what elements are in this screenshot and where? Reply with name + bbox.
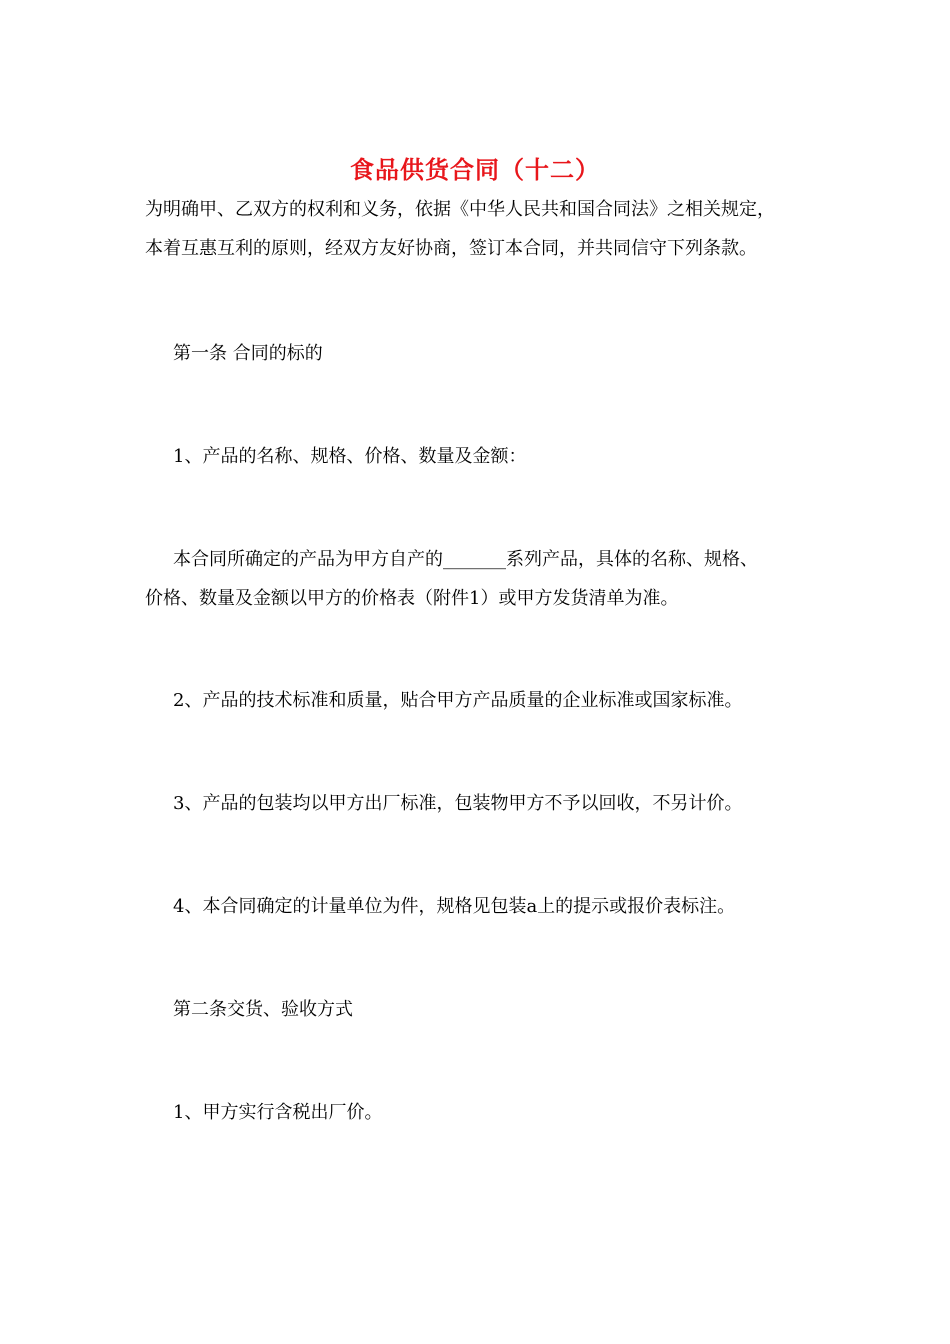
clause-1-1-text-line-2: 价格、数量及金额以甲方的价格表（附件1）或甲方发货清单为准。: [145, 588, 679, 609]
clause-1-2: 2、产品的技术标准和质量，贴合甲方产品质量的企业标准或国家标准。: [173, 690, 743, 711]
clause-1-3: 3、产品的包装均以甲方出厂标准，包装物甲方不予以回收，不另计价。: [173, 793, 743, 814]
clause-1-1: 1、产品的名称、规格、价格、数量及金额：: [173, 446, 527, 467]
clause-2-1: 1、甲方实行含税出厂价。: [173, 1102, 383, 1123]
intro-line-1: 为明确甲、乙双方的权利和义务，依据《中华人民共和国合同法》之相关规定，: [145, 199, 775, 220]
article-1-heading: 第一条 合同的标的: [173, 343, 323, 364]
intro-line-2: 本着互惠互利的原则，经双方友好协商，签订本合同，并共同信守下列条款。: [145, 238, 757, 259]
clause-1-4: 4、本合同确定的计量单位为件，规格见包装a上的提示或报价表标注。: [173, 896, 736, 917]
article-2-heading: 第二条交货、验收方式: [173, 999, 353, 1020]
document-title: 食品供货合同（十二）: [350, 155, 600, 184]
clause-1-1-text-line-1: 本合同所确定的产品为甲方自产的_______系列产品，具体的名称、规格、: [173, 549, 758, 570]
